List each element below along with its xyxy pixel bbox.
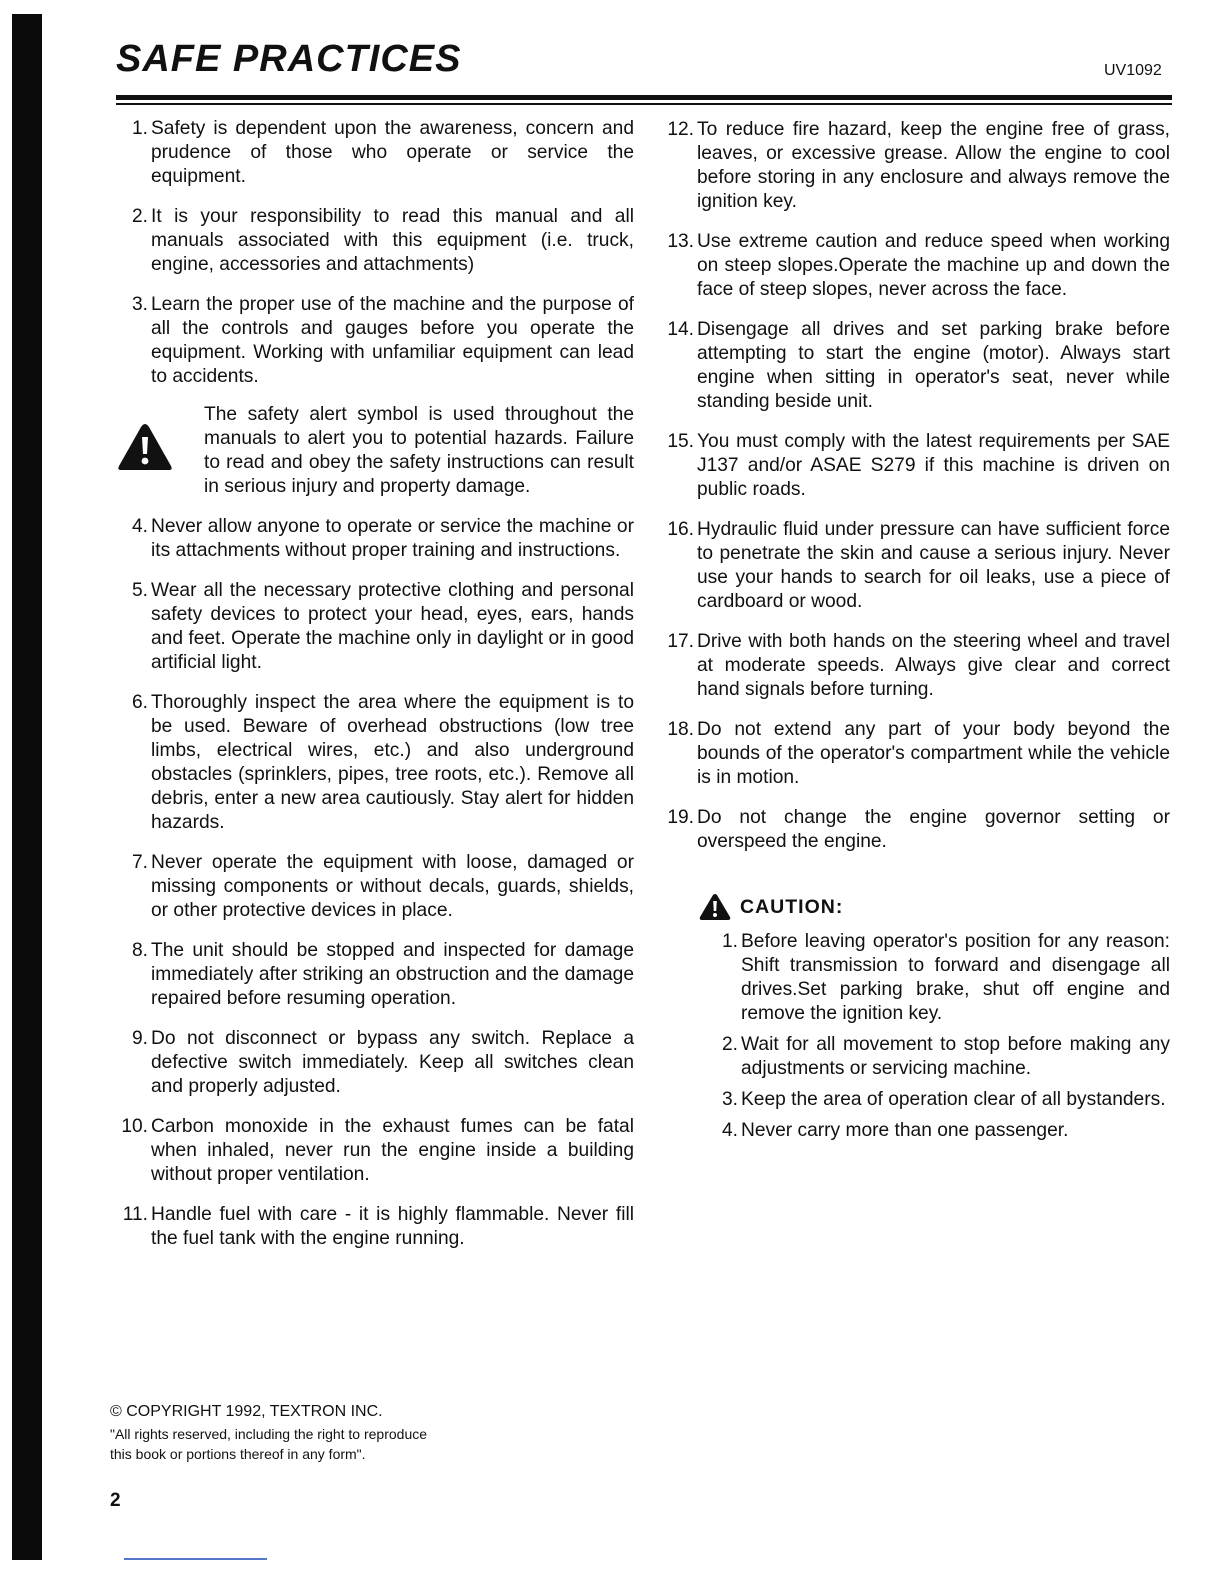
item-number: 8.: [131, 940, 148, 961]
item-number: 19.: [667, 807, 694, 828]
item-text: Drive with both hands on the steering wheel and travel at moderate speeds. Always give clear and correct hand signals before turning.: [697, 631, 1170, 700]
header-rule-thick: [116, 95, 1172, 100]
list-item-15: [658, 430, 1170, 502]
safety-alert-triangle-icon: [112, 403, 204, 499]
item-text: You must comply with the latest requirements per SAE J137 and/or ASAE S279 if this machine is driven on public roads.: [697, 431, 1170, 500]
item-text: Thoroughly inspect the area where the equipment is to be used. Beware of overhead obstructions (low tree limbs, electrical wires, etc.) and also underground obstacles (sprinklers, pipes, tree roots, etc.). Remove all debris, enter a new area cautiously. Stay alert for hidden hazards.: [151, 692, 634, 833]
item-text: Before leaving operator's position for any reason: Shift transmission to forward and disengage all drives.Set parking brake, shut off engine and remove the ignition key.: [741, 931, 1170, 1024]
item-text: Use extreme caution and reduce speed when working on steep slopes.Operate the machine up and down the face of steep slopes, never across the face.: [697, 231, 1170, 300]
item-number: 4.: [131, 516, 148, 537]
item-number: 6.: [131, 692, 148, 713]
caution-section: [658, 892, 1170, 1143]
left-column: [112, 117, 634, 1267]
item-number: 5.: [131, 580, 148, 601]
list-item-13: [658, 230, 1170, 302]
item-text: It is your responsibility to read this manual and all manuals associated with this equipment (i.e. truck, engine, accessories and attachments): [151, 206, 634, 275]
scan-artifact-line: [124, 1558, 267, 1560]
caution-item-2: [702, 1033, 1170, 1081]
item-text: Never carry more than one passenger.: [741, 1120, 1069, 1141]
item-number: 1.: [131, 118, 148, 139]
list-item-11: [112, 1203, 634, 1251]
list-item-7: [112, 851, 634, 923]
caution-item-4: [702, 1119, 1170, 1143]
rights-line-1: "All rights reserved, including the right to reproduce: [110, 1426, 428, 1442]
item-number: 13.: [667, 231, 694, 252]
list-item-14: [658, 318, 1170, 414]
item-text: Disengage all drives and set parking brake before attempting to start the engine (motor). Always start engine when sitting in operator's seat, never while standing beside unit.: [697, 319, 1170, 412]
item-text: Do not change the engine governor setting or overspeed the engine.: [697, 807, 1170, 852]
item-text: Never operate the equipment with loose, damaged or missing components or without decals, guards, shields, or other protective devices in place.: [151, 852, 634, 921]
item-text: Wear all the necessary protective clothing and personal safety devices to protect your head, eyes, ears, hands and feet. Operate the machine only in daylight or in good artificial light.: [151, 580, 634, 673]
item-number: 18.: [667, 719, 694, 740]
page-title: SAFE PRACTICES: [116, 38, 462, 80]
copyright-notice: © COPYRIGHT 1992, TEXTRON INC.: [110, 1403, 383, 1420]
item-number: 2.: [131, 206, 148, 227]
caution-heading: [698, 892, 1170, 922]
list-item-1: [112, 117, 634, 189]
list-item-2: [112, 205, 634, 277]
item-number: 12.: [667, 119, 694, 140]
document-code: UV1092: [1104, 62, 1162, 79]
item-text: To reduce fire hazard, keep the engine free of grass, leaves, or excessive grease. Allow the engine to cool before storing in any enclosure and always remove the ignition key.: [697, 119, 1170, 212]
caution-triangle-icon: [698, 892, 732, 922]
item-text: Hydraulic fluid under pressure can have sufficient force to penetrate the skin and cause a serious injury. Never use your hands to search for oil leaks, use a piece of cardboard or wood.: [697, 519, 1170, 612]
list-item-4: [112, 515, 634, 563]
item-text: Handle fuel with care - it is highly flammable. Never fill the fuel tank with the engine running.: [151, 1204, 634, 1249]
header-rule-thin: [116, 103, 1172, 105]
item-number: 9.: [131, 1028, 148, 1049]
item-number: 15.: [667, 431, 694, 452]
item-text: Keep the area of operation clear of all bystanders.: [741, 1089, 1166, 1110]
item-number: 10.: [121, 1116, 148, 1137]
item-text: Do not disconnect or bypass any switch. Replace a defective switch immediately. Keep all switches clean and properly adjusted.: [151, 1028, 634, 1097]
item-number: 11.: [122, 1204, 148, 1225]
caution-list: [702, 930, 1170, 1143]
list-item-10: [112, 1115, 634, 1187]
item-number: 14.: [667, 319, 694, 340]
list-item-8: [112, 939, 634, 1011]
list-item-6: [112, 691, 634, 835]
list-item-16: [658, 518, 1170, 614]
item-text: Never allow anyone to operate or service the machine or its attachments without proper training and instructions.: [151, 516, 634, 561]
item-text: Wait for all movement to stop before making any adjustments or servicing machine.: [741, 1034, 1170, 1079]
list-item-5: [112, 579, 634, 675]
item-number: 1.: [721, 931, 738, 952]
item-number: 16.: [667, 519, 694, 540]
page-number: 2: [110, 1490, 121, 1511]
item-number: 17.: [667, 631, 694, 652]
rights-line-2: this book or portions thereof in any form".: [110, 1446, 366, 1462]
list-item-17: [658, 630, 1170, 702]
item-text: Learn the proper use of the machine and the purpose of all the controls and gauges before you operate the equipment. Working with unfamiliar equipment can lead to accidents.: [151, 294, 634, 387]
item-number: 3.: [721, 1089, 738, 1110]
item-text: Safety is dependent upon the awareness, concern and prudence of those who operate or service the equipment.: [151, 118, 634, 187]
list-item-9: [112, 1027, 634, 1099]
binding-bar: [12, 14, 42, 1560]
item-text: Do not extend any part of your body beyond the bounds of the operator's compartment while the vehicle is in motion.: [697, 719, 1170, 788]
list-item-18: [658, 718, 1170, 790]
caution-label: CAUTION:: [740, 896, 844, 918]
caution-item-1: [702, 930, 1170, 1026]
item-text: Carbon monoxide in the exhaust fumes can be fatal when inhaled, never run the engine inside a building without proper ventilation.: [151, 1116, 634, 1185]
item-text: The unit should be stopped and inspected for damage immediately after striking an obstruction and the damage repaired before resuming operation.: [151, 940, 634, 1009]
rights-statement: [110, 1424, 530, 1464]
alert-text: The safety alert symbol is used throughout the manuals to alert you to potential hazards. Failure to read and obey the safety instructions can result in serious injury and property damage.: [204, 404, 634, 497]
list-item-3: [112, 293, 634, 389]
safety-alert-notice: [112, 403, 634, 499]
list-item-12: [658, 118, 1170, 214]
item-number: 7.: [131, 852, 148, 873]
caution-item-3: [702, 1088, 1170, 1112]
item-number: 3.: [131, 294, 148, 315]
list-item-19: [658, 806, 1170, 854]
right-column: [658, 118, 1170, 1150]
item-number: 4.: [721, 1120, 738, 1141]
item-number: 2.: [721, 1034, 738, 1055]
